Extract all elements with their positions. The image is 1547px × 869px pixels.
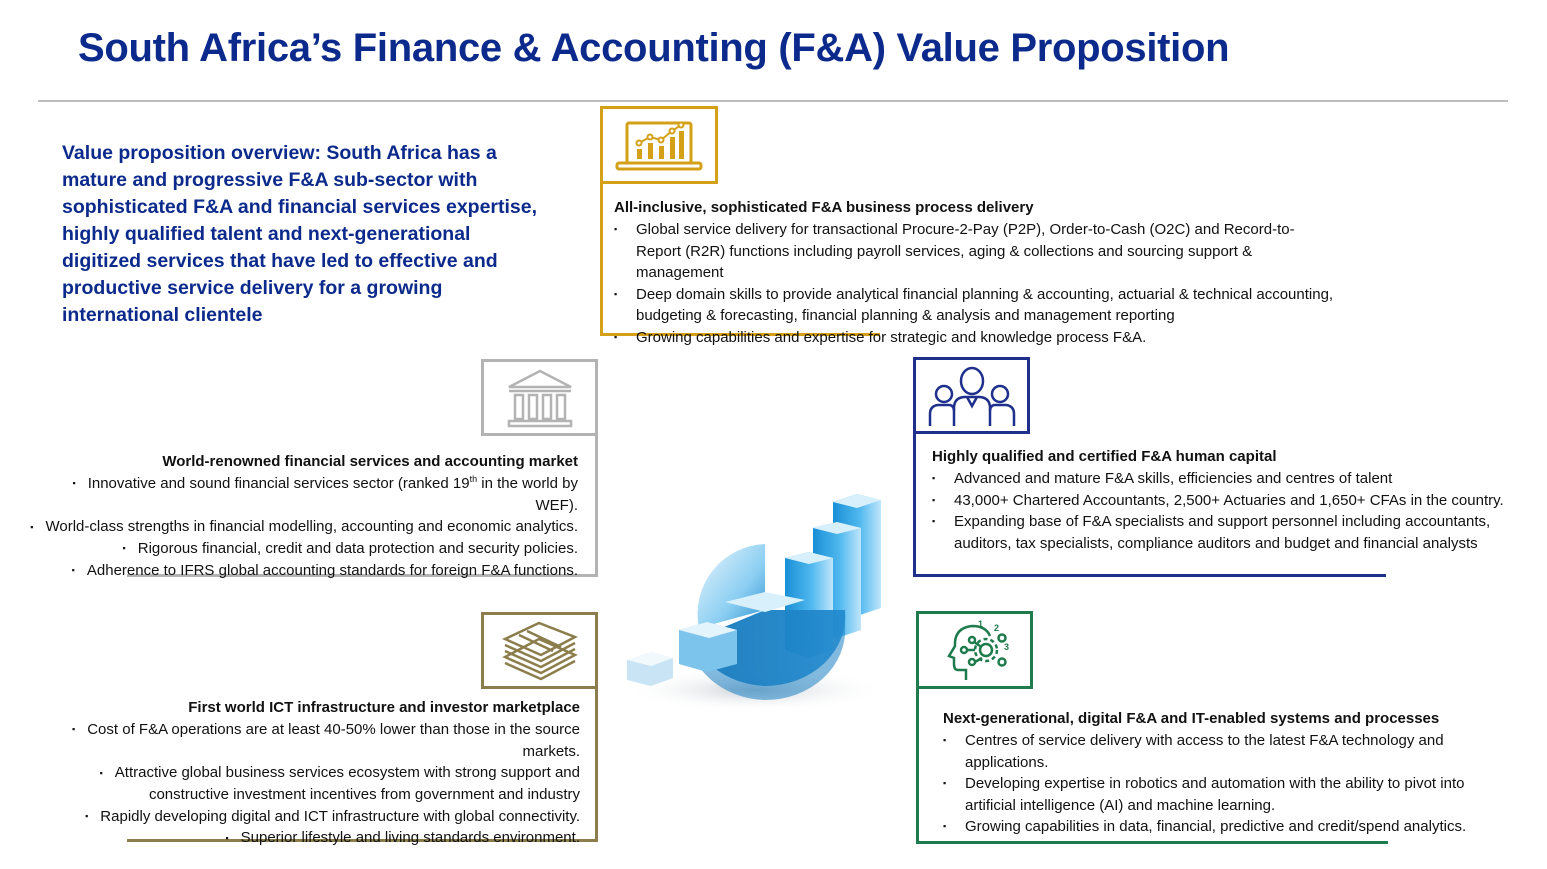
- list-item: ▪ World-class strengths in financial modelling, accounting and economic analytics.: [20, 516, 578, 538]
- list-item: ▪ Expanding base of F&A specialists and support personnel including accountants, auditors, tax specialists, compliance auditors and budget and financial analysts: [932, 513, 1491, 552]
- infrastructure-section: [10, 698, 580, 849]
- digital-frame-left: [916, 689, 919, 844]
- bullet-icon: ▪: [943, 821, 947, 831]
- bullet-icon: ▪: [30, 521, 34, 532]
- bullet-icon: ▪: [225, 832, 229, 843]
- process-icon-box: [600, 106, 718, 184]
- bullet-icon: ▪: [99, 767, 103, 778]
- bullet-icon: ▪: [71, 565, 75, 576]
- bullet-icon: ▪: [943, 778, 947, 788]
- list-item: ▪ Deep domain skills to provide analytical financial planning & accounting, actuarial & technical accounting, budgeting & forecasting, financial planning & analysis and management reporting: [614, 285, 1334, 324]
- svg-text:1: 1: [977, 619, 983, 629]
- talent-icon-box: [913, 357, 1030, 434]
- list-item: ▪ Growing capabilities and expertise for strategic and knowledge process F&A.: [614, 327, 1334, 349]
- talent-frame-bottom: [913, 574, 1386, 577]
- people-group-icon: [926, 364, 1018, 428]
- bullet-icon: ▪: [85, 810, 89, 821]
- bullet-icon: ▪: [932, 516, 936, 526]
- bullet-icon: ▪: [614, 331, 618, 342]
- list-item: ▪ Cost of F&A operations are at least 40-50% lower than those in the source markets.: [10, 719, 580, 762]
- talent-frame-left: [913, 434, 916, 577]
- list-item: ▪ Rigorous financial, credit and data protection and security policies.: [20, 538, 578, 560]
- svg-text:2: 2: [993, 623, 999, 633]
- market-section: [20, 452, 578, 582]
- ai-head-gears-icon: [936, 618, 1014, 682]
- list-item: ▪ Developing expertise in robotics and automation with the ability to pivot into artificial intelligence (AI) and machine learning.: [943, 775, 1465, 814]
- bank-building-icon: [505, 367, 575, 429]
- money-stack-icon: [501, 621, 579, 681]
- bullet-icon: ▪: [932, 473, 936, 483]
- bullet-icon: ▪: [943, 735, 947, 745]
- talent-heading: Highly qualified and certified F&A human capital: [932, 448, 1277, 465]
- bullet-icon: ▪: [932, 494, 936, 505]
- digital-icon-box: [916, 611, 1033, 689]
- laptop-chart-icon: [613, 115, 705, 175]
- list-item: ▪ Innovative and sound financial services sector (ranked 19th in the world by WEF).: [20, 473, 578, 516]
- bullet-icon: ▪: [72, 478, 76, 489]
- infrastructure-icon-box: [481, 612, 598, 689]
- list-item: ▪ Adherence to IFRS global accounting standards for foreign F&A functions.: [20, 560, 578, 582]
- list-item: ▪ Rapidly developing digital and ICT infrastructure with global connectivity.: [10, 806, 580, 828]
- title-divider: [38, 100, 1508, 102]
- process-frame-left: [600, 184, 603, 336]
- infrastructure-heading: First world ICT infrastructure and investor marketplace: [188, 699, 580, 716]
- infrastructure-frame-right: [595, 689, 598, 842]
- list-item: ▪ Advanced and mature F&A skills, efficiencies and centres of talent: [932, 468, 1512, 490]
- list-item: ▪ Attractive global business services ecosystem with strong support and constructive investment incentives from government and industry: [10, 762, 580, 805]
- digital-heading: Next-generational, digital F&A and IT-enabled systems and processes: [943, 710, 1440, 727]
- list-item: ▪ Superior lifestyle and living standards environment.: [10, 827, 580, 849]
- bullet-icon: ▪: [614, 288, 618, 299]
- digital-section: [943, 709, 1518, 838]
- market-icon-box: [481, 359, 598, 436]
- process-section: [614, 198, 1334, 348]
- talent-section: [932, 447, 1512, 554]
- overview-text: Value proposition overview: South Africa has a mature and progressive F&A sub-sector with sophisticated F&A and financial services expertise, highly qualified talent and next-generational digitized services that have led to effective and productive service delivery for a growing international clientele: [62, 142, 538, 326]
- list-item: ▪ 43,000+ Chartered Accountants, 2,500+ Actuaries and 1,650+ CFAs in the country.: [932, 490, 1512, 512]
- process-heading: All-inclusive, sophisticated F&A business process delivery: [614, 199, 1034, 216]
- bullet-icon: ▪: [614, 224, 618, 234]
- list-item: ▪ Global service delivery for transactional Procure-2-Pay (P2P), Order-to-Cash (O2C) and Record-to-Report (R2R) functions including payroll services, aging & collections and sourcing support & management: [614, 221, 1295, 281]
- page-title: South Africa’s Finance & Accounting (F&A) Value Proposition: [78, 26, 1230, 70]
- market-frame-right: [595, 436, 598, 577]
- list-item: ▪ Growing capabilities in data, financial, predictive and credit/spend analytics.: [943, 816, 1518, 838]
- center-chart-illustration: [615, 480, 895, 720]
- list-item: ▪ Centres of service delivery with access to the latest F&A technology and applications.: [943, 732, 1444, 771]
- bullet-icon: ▪: [72, 724, 76, 735]
- svg-text:3: 3: [1003, 642, 1009, 652]
- bullet-icon: ▪: [122, 543, 126, 554]
- market-heading: World-renowned financial services and accounting market: [162, 453, 578, 470]
- digital-frame-bottom: [916, 841, 1388, 844]
